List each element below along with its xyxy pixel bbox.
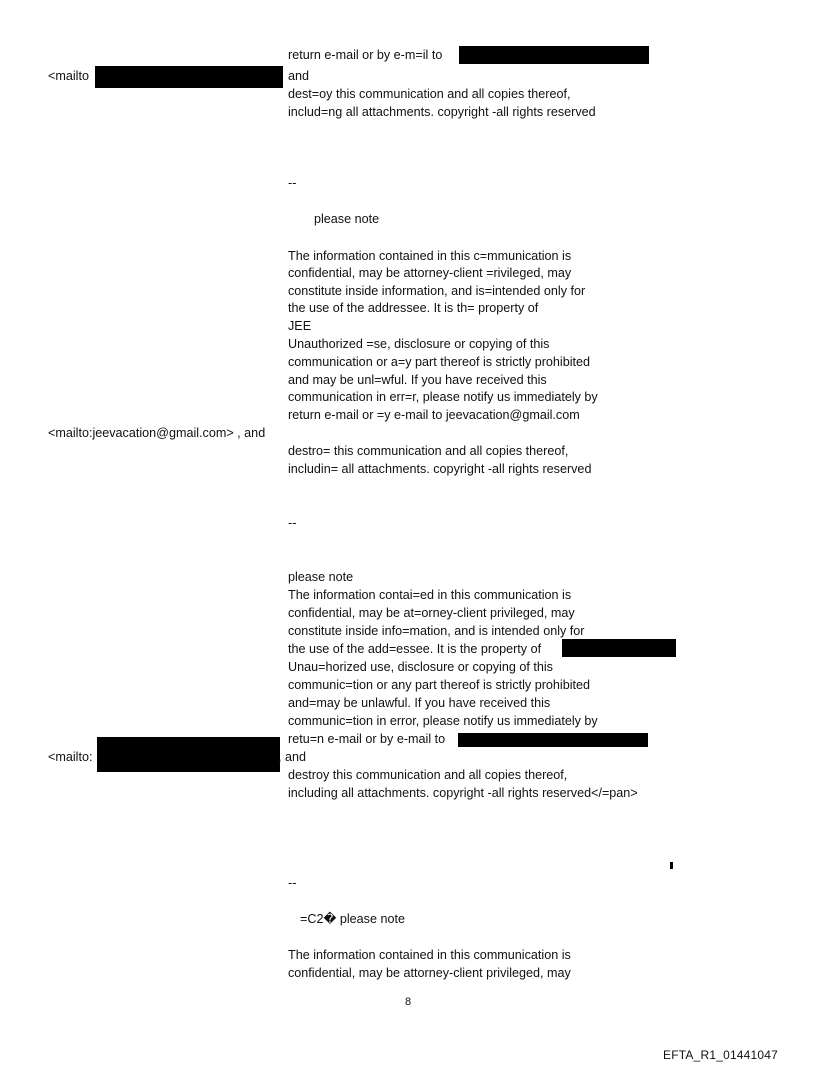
redaction-mark	[670, 862, 673, 869]
text-line: communication or a=y part thereof is strictly prohibited	[288, 355, 591, 369]
text-line: , and	[278, 750, 307, 764]
redaction-box	[562, 639, 676, 657]
text-line: communic=tion or any part thereof is strictly prohibited	[288, 678, 591, 692]
text-line: The information contained in this communication is	[288, 948, 571, 962]
redaction-box	[459, 46, 649, 64]
text-line: and may be unl=wful. If you have received this	[288, 373, 547, 387]
text-line: The information contained in this c=mmunication is	[288, 249, 572, 263]
mailto-line: <mailto:jeevacation@gmail.com> , and	[48, 426, 266, 440]
redaction-box	[95, 66, 283, 88]
mailto-prefix: <mailto:	[48, 750, 93, 764]
text-line: confidential, may be attorney-client privileged, may	[288, 966, 571, 980]
text-line: confidential, may be at=orney-client privileged, may	[288, 606, 575, 620]
text-line: destroy this communication and all copies thereof,	[288, 768, 568, 782]
text-line: including all attachments. copyright -all rights reserved</=pan>	[288, 786, 638, 800]
text-line: The information contai=ed in this communication is	[288, 588, 572, 602]
text-line: includ=ng all attachments. copyright -all rights reserved	[288, 105, 596, 119]
redaction-box	[97, 737, 280, 772]
section-heading: please note	[314, 212, 380, 226]
text-line: return e-mail or =y e-mail to jeevacation@gmail.com	[288, 408, 580, 422]
separator: --	[288, 516, 297, 530]
text-line: constitute inside info=mation, and is intended only for	[288, 624, 585, 638]
redaction-box	[458, 733, 648, 747]
text-line: confidential, may be attorney-client =rivileged, may	[288, 266, 572, 280]
separator: --	[288, 176, 297, 190]
text-line: dest=oy this communication and all copies thereof,	[288, 87, 571, 101]
page-number: 8	[405, 996, 412, 1008]
separator: --	[288, 876, 297, 890]
text-line: includin= all attachments. copyright -all rights reserved	[288, 462, 592, 476]
text-line: and=may be unlawful. If you have received this	[288, 696, 551, 710]
mailto-prefix: <mailto	[48, 69, 89, 83]
text-line: retu=n e-mail or by e-mail to	[288, 732, 446, 746]
text-line: Unauthorized =se, disclosure or copying of this	[288, 337, 550, 351]
text-line: the use of the add=essee. It is the property of	[288, 642, 542, 656]
text-line: constitute inside information, and is=intended only for	[288, 284, 586, 298]
section-heading: please note	[288, 570, 354, 584]
text-line: communication in err=r, please notify us immediately by	[288, 390, 598, 404]
text-line: and	[288, 69, 310, 83]
text-line: destro= this communication and all copies thereof,	[288, 444, 569, 458]
text-line: communic=tion in error, please notify us immediately by	[288, 714, 598, 728]
text-line: return e-mail or by e-m=il to	[288, 48, 443, 62]
document-id: EFTA_R1_01441047	[663, 1048, 779, 1062]
section-heading: =C2� please note	[300, 912, 405, 926]
text-line: JEE	[288, 319, 312, 333]
text-line: Unau=horized use, disclosure or copying of this	[288, 660, 553, 674]
text-line: the use of the addressee. It is th= property of	[288, 301, 539, 315]
